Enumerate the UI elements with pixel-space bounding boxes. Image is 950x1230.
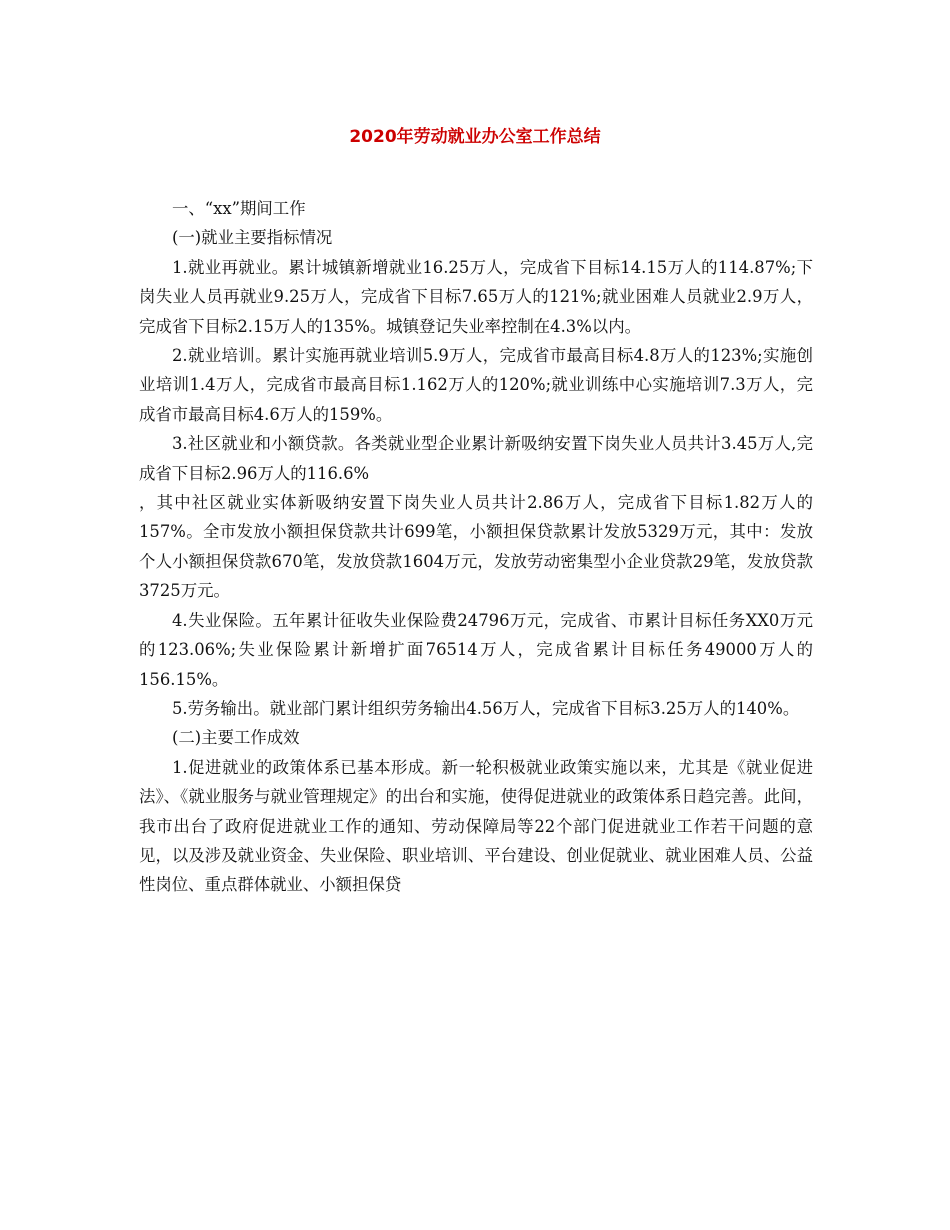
- paragraph-labor-export: 5.劳务输出。就业部门累计组织劳务输出4.56万人，完成省下目标3.25万人的140%。: [172, 698, 800, 718]
- paragraph-community-loans-cont: ，其中社区就业实体新吸纳安置下岗失业人员共计2.86万人，完成省下目标1.82万人的157%。全市发放小额担保贷款共计699笔，小额担保贷款累计发放5329万元，其中：发放个人小额担保贷款670笔，发放贷款1604万元，发放劳动密集型小企业贷款29笔，发放贷款3725万元。: [139, 493, 813, 601]
- document-body: [139, 194, 813, 900]
- paragraph-community-loans: 3.社区就业和小额贷款。各类就业型企业累计新吸纳安置下岗失业人员共计3.45万人,完成省下目标2.96万人的116.6%: [139, 434, 813, 483]
- paragraph-training: 2.就业培训。累计实施再就业培训5.9万人，完成省市最高目标4.8万人的123%;实施创业培训1.4万人，完成省市最高目标1.162万人的120%;就业训练中心实施培训7.3万人，完成省市最高目标4.6万人的159%。: [139, 346, 813, 424]
- paragraph-employment: 1.就业再就业。累计城镇新增就业16.25万人，完成省下目标14.15万人的114.87%;下岗失业人员再就业9.25万人，完成省下目标7.65万人的121%;就业困难人员就业2.9万人，完成省下目标2.15万人的135%。城镇登记失业率控制在4.3%以内。: [139, 257, 813, 336]
- paragraph-policy-system: 1.促进就业的政策体系已基本形成。新一轮积极就业政策实施以来，尤其是《就业促进法》、《就业服务与就业管理规定》的出台和实施，使得促进就业的政策体系日趋完善。此间，我市出台了政府促进就业工作的通知、劳动保障局等22个部门促进就业工作若干问题的意见，以及涉及就业资金、失业保险、职业培训、平台建设、创业促就业、就业困难人员、公益性岗位、重点群体就业、小额担保贷: [139, 757, 813, 895]
- document-title: 2020年劳动就业办公室工作总结: [349, 127, 601, 147]
- subsection-heading-1: (一)就业主要指标情况: [172, 228, 333, 248]
- subsection-heading-2: (二)主要工作成效: [172, 728, 300, 748]
- paragraph-unemployment-insurance: 4.失业保险。五年累计征收失业保险费24796万元，完成省、市累计目标任务XX0万元的123.06%;失业保险累计新增扩面76514万人，完成省累计目标任务49000万人的156.15%。: [139, 610, 813, 689]
- section-heading-1: 一、“xx”期间工作: [172, 199, 306, 218]
